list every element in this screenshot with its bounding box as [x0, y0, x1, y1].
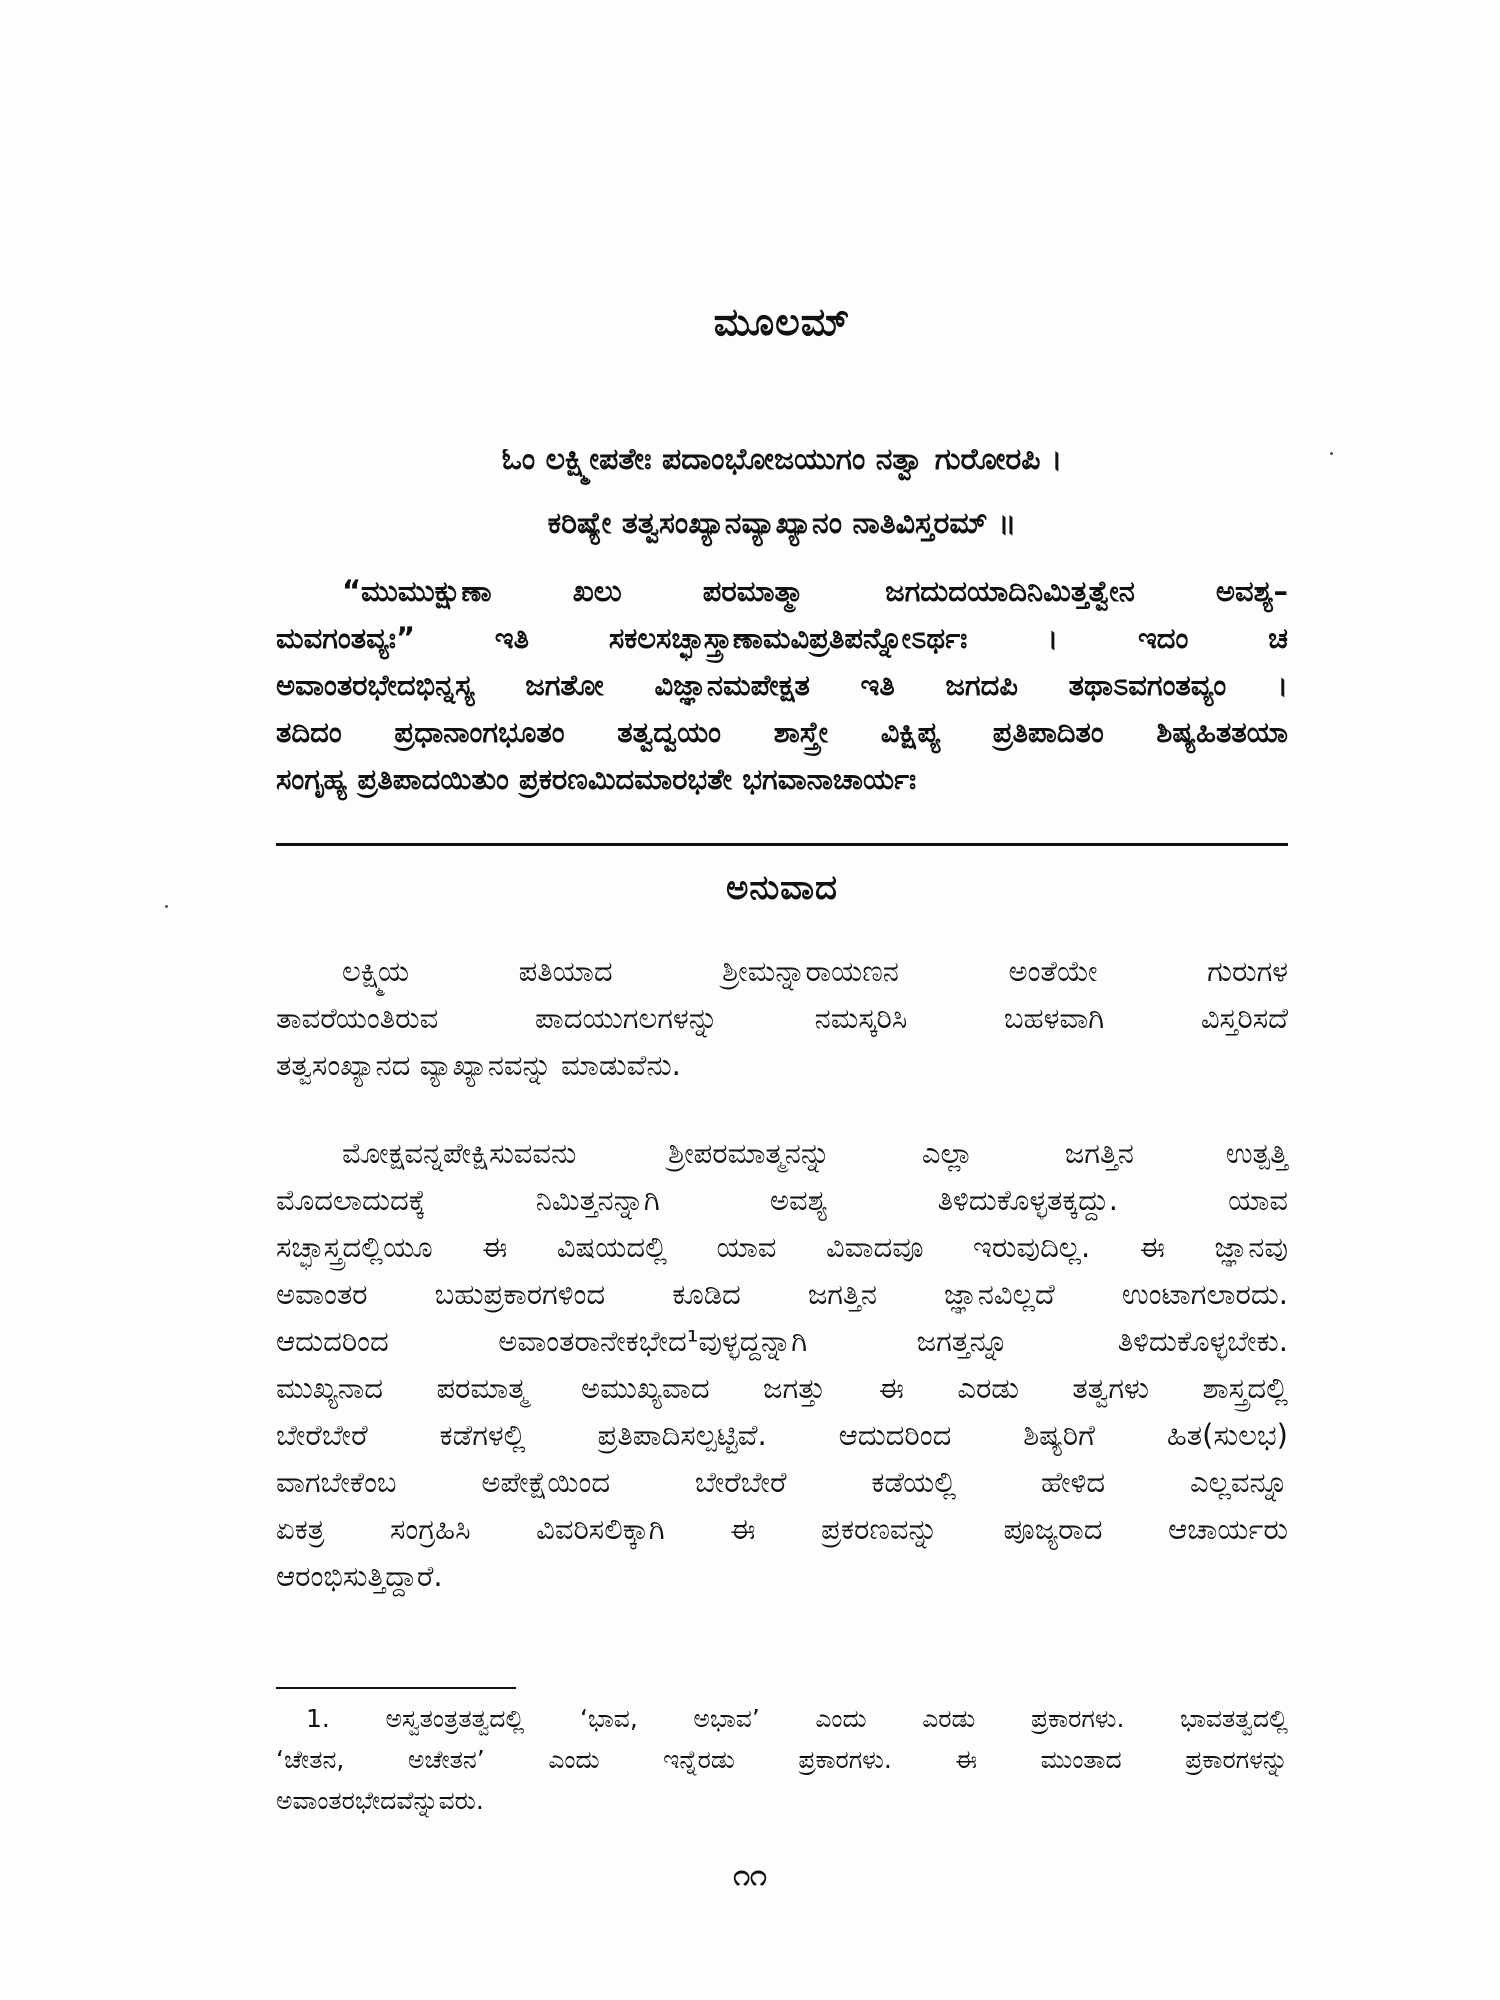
footnote-line: ಅವಾಂತರಭೇದವೆನ್ನುವರು. [276, 1786, 484, 1815]
translation-paragraph-2 [276, 1130, 1288, 1600]
translation-line: ವಾಗಬೇಕೆಂಬ ಅಪೇಕ್ಷೆಯಿಂದ ಬೇರೆಬೇರೆ ಕಡೆಯಲ್ಲಿ ಹೇಳಿದ ಎಲ್ಲವನ್ನೂ [276, 1465, 1288, 1499]
translation-line: ಅವಾಂತರ ಬಹುಪ್ರಕಾರಗಳಿಂದ ಕೂಡಿದ ಜಗತ್ತಿನ ಜ್ಞಾನವಿಲ್ಲದೆ ಉಂಟಾಗಲಾರದು. [276, 1277, 1288, 1311]
translation-line: ಆದುದರಿಂದ ಅವಾಂತರಾನೇಕಭೇದ¹ವುಳ್ಳದ್ದನ್ನಾಗಿ ಜಗತ್ತನ್ನೂ ತಿಳಿದುಕೊಳ್ಳಬೇಕು. [276, 1324, 1288, 1358]
verse-line-2: ಕರಿಷ್ಯೇ ತತ್ವಸಂಖ್ಯಾನವ್ಯಾಖ್ಯಾನಂ ನಾತಿವಿಸ್ತರಮ್ ॥ [547, 506, 1017, 541]
sanskrit-line: ಅವಾಂತರಭೇದಭಿನ್ನಸ್ಯ ಜಗತೋ ವಿಜ್ಞಾನಮಪೇಕ್ಷತ ಇತಿ ಜಗದಪಿ ತಥಾಽವಗಂತವ್ಯಂ । [276, 668, 1288, 702]
translation-line: ಲಕ್ಷ್ಮಿಯ ಪತಿಯಾದ ಶ್ರೀಮನ್ನಾರಾಯಣನ ಅಂತೆಯೇ ಗುರುಗಳ [342, 954, 1288, 988]
translation-line: ಸಚ್ಛಾಸ್ತ್ರದಲ್ಲಿಯೂ ಈ ವಿಷಯದಲ್ಲಿ ಯಾವ ವಿವಾದವೂ ಇರುವುದಿಲ್ಲ. ಈ ಜ್ಞಾನವು [276, 1230, 1288, 1264]
footnote-line: ‘ಚೇತನ, ಅಚೇತನ’ ಎಂದು ಇನ್ನೆರಡು ಪ್ರಕಾರಗಳು. ಈ ಮುಂತಾದ ಪ್ರಕಾರಗಳನ್ನು [276, 1745, 1288, 1774]
translation-line: ಮೋಕ್ಷವನ್ನಪೇಕ್ಷಿಸುವವನು ಶ್ರೀಪರಮಾತ್ಮನನ್ನು ಎಲ್ಲಾ ಜಗತ್ತಿನ ಉತ್ಪತ್ತಿ [342, 1136, 1288, 1170]
mulam-heading: ಮೂಲಮ್ [713, 300, 851, 344]
print-speck [1330, 452, 1333, 455]
translation-paragraph-1 [276, 948, 1288, 1089]
translation-line: ಏಕತ್ರ ಸಂಗ್ರಹಿಸಿ ವಿವರಿಸಲಿಕ್ಕಾಗಿ ಈ ಪ್ರಕರಣವನ್ನು ಪೂಜ್ಯರಾದ ಆಚಾರ್ಯರು [276, 1512, 1288, 1546]
footnote-line: 1. ಅಸ್ವತಂತ್ರತತ್ವದಲ್ಲಿ ‘ಭಾವ, ಅಭಾವ’ ಎಂದು ಎರಡು ಪ್ರಕಾರಗಳು. ಭಾವತತ್ವದಲ್ಲಿ [306, 1704, 1288, 1733]
translation-line: ಆರಂಭಿಸುತ್ತಿದ್ದಾರೆ. [276, 1559, 443, 1593]
translation-line: ಬೇರೆಬೇರೆ ಕಡೆಗಳಲ್ಲಿ ಪ್ರತಿಪಾದಿಸಲ್ಪಟ್ಟಿವೆ. ಆದುದರಿಂದ ಶಿಷ್ಯರಿಗೆ ಹಿತ(ಸುಲಭ) [276, 1418, 1288, 1452]
translation-line: ತಾವರೆಯಂತಿರುವ ಪಾದಯುಗಲಗಳನ್ನು ನಮಸ್ಕರಿಸಿ ಬಹಳವಾಗಿ ವಿಸ್ತರಿಸದೆ [276, 1001, 1288, 1035]
verse-line-1: ಓಂ ಲಕ್ಷ್ಮೀಪತೇಃ ಪದಾಂಭೋಜಯುಗಂ ನತ್ವಾ ಗುರೋರಪಿ । [501, 442, 1063, 477]
opening-verse [276, 428, 1288, 556]
sanskrit-line: ಸಂಗೃಹ್ಯ ಪ್ರತಿಪಾದಯಿತುಂ ಪ್ರಕರಣಮಿದಮಾರಭತೇ ಭಗವಾನಾಚಾರ್ಯಃ [276, 762, 917, 796]
print-speck [165, 905, 168, 908]
footnote-divider [276, 1687, 516, 1689]
footnote [276, 1698, 1288, 1821]
translation-line: ಮುಖ್ಯನಾದ ಪರಮಾತ್ಮ ಅಮುಖ್ಯವಾದ ಜಗತ್ತು ಈ ಎರಡು ತತ್ವಗಳು ಶಾಸ್ತ್ರದಲ್ಲಿ [276, 1371, 1288, 1405]
translation-line: ಮೊದಲಾದುದಕ್ಕೆ ನಿಮಿತ್ತನನ್ನಾಗಿ ಅವಶ್ಯ ತಿಳಿದುಕೊಳ್ಳತಕ್ಕದ್ದು. ಯಾವ [276, 1183, 1288, 1217]
section-divider [276, 843, 1288, 846]
translation-line: ತತ್ವಸಂಖ್ಯಾನದ ವ್ಯಾಖ್ಯಾನವನ್ನು ಮಾಡುವೆನು. [276, 1048, 681, 1082]
page-number: ೧೧ [733, 1858, 767, 1893]
sanskrit-line: ತದಿದಂ ಪ್ರಧಾನಾಂಗಭೂತಂ ತತ್ವದ್ವಯಂ ಶಾಸ್ತ್ರೇ ವಿಕ್ಷಿಪ್ಯ ಪ್ರತಿಪಾದಿತಂ ಶಿಷ್ಯಹಿತತಯಾ [276, 715, 1288, 749]
anuvada-heading: ಅನುವಾದ [726, 868, 838, 908]
sanskrit-line: ಮವಗಂತವ್ಯಃ” ಇತಿ ಸಕಲಸಚ್ಛಾಸ್ತ್ರಾಣಾಮವಿಪ್ರತಿಪನ್ನೋಽರ್ಥಃ । ಇದಂ ಚ [276, 621, 1288, 655]
sanskrit-commentary [276, 568, 1288, 803]
sanskrit-line: “ಮುಮುಕ್ಷುಣಾ ಖಲು ಪರಮಾತ್ಮಾ ಜಗದುದಯಾದಿನಿಮಿತ್ತತ್ವೇನ ಅವಶ್ಯ– [342, 574, 1288, 608]
